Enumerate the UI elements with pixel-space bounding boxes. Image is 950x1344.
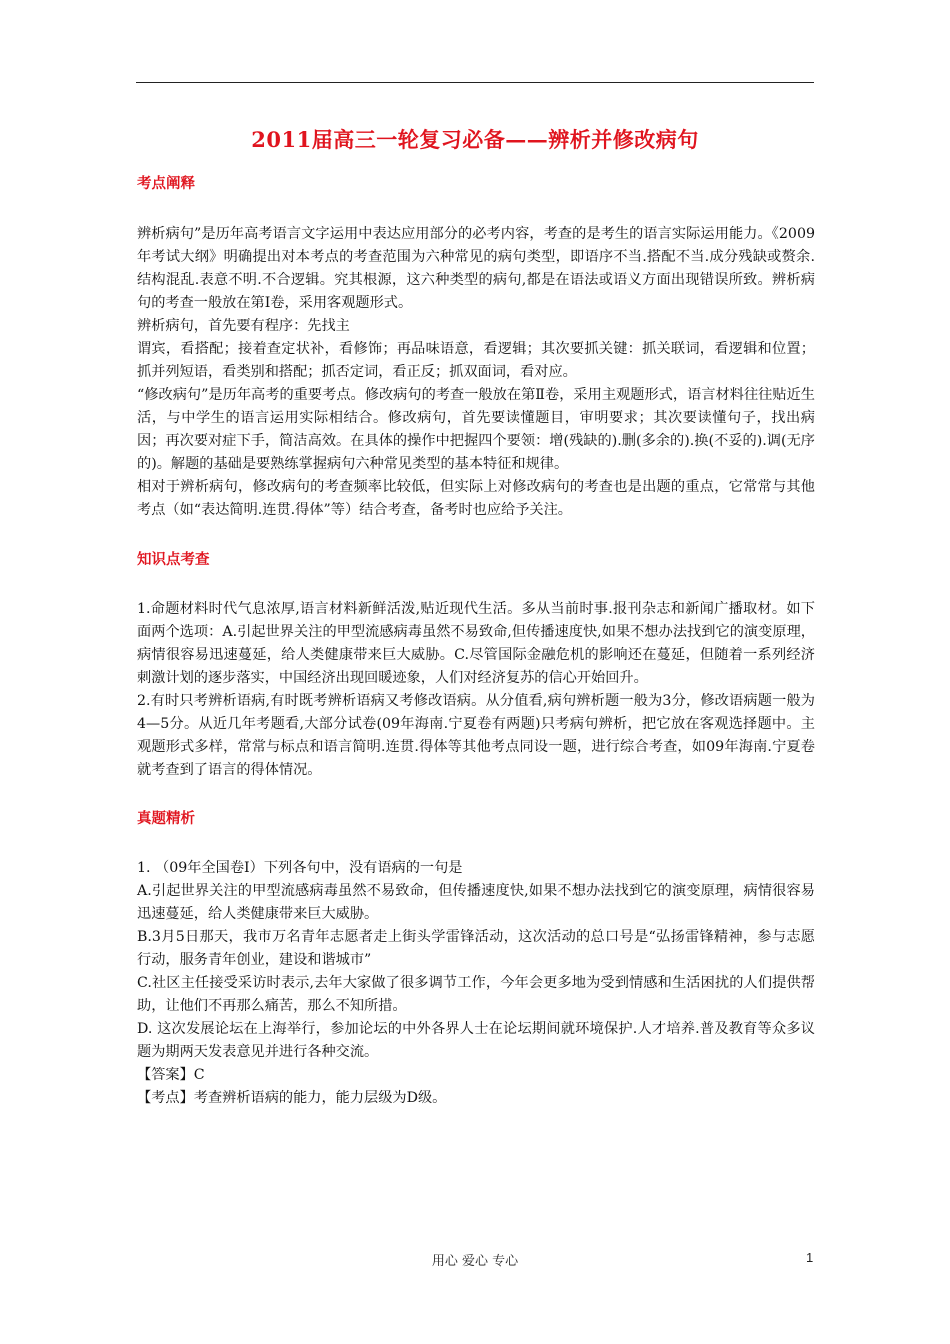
paragraph: 谓宾，看搭配；接着查定状补，看修饰；再品味语意，看逻辑；其次要抓关键：抓关联词，看逻辑和位置；抓并列短语，看类别和搭配；抓否定词，看正反；抓双面词，看对应。 — [137, 341, 815, 380]
section-heading: 考点阐释 — [137, 175, 195, 192]
option-a: A.引起世界关注的甲型流感病毒虽然不易致命，但传播速度快,如果不想办法找到它的演变原理，病情很容易迅速蔓延，给人类健康带来巨大威胁。 — [137, 883, 815, 922]
paragraph: 2.有时只考辨析语病,有时既考辨析语病又考修改语病。从分值看,病句辨析题一般为3分，修改语病题一般为4—5分。从近几年考题看,大部分试卷(09年海南.宁夏卷有两题)只考病句辨析，把它放在客观选择题中。主观题形式多样，常常与标点和语言简明.连贯.得体等其他考点同设一题，进行综合考查，如09年海南.宁夏卷就考查到了语言的得体情况。 — [137, 693, 815, 778]
option-c: C.社区主任接受采访时表示,去年大家做了很多调节工作，今年会更多地为受到情感和生活困扰的人们提供帮助，让他们不再那么痛苦，那么不知所措。 — [137, 975, 815, 1014]
section-heading: 知识点考查 — [137, 551, 210, 568]
document-title: 2011届高三一轮复习必备——辨析并修改病句 — [251, 127, 699, 152]
section-zhenti — [137, 807, 815, 1110]
answer: 【答案】C — [137, 1067, 205, 1083]
paragraph: 1.命题材料时代气息浓厚,语言材料新鲜活泼,贴近现代生活。多从当前时事.报刊杂志和新闻广播取材。如下面两个选项：A.引起世界关注的甲型流感病毒虽然不易致命,但传播速度快,如果不想办法找到它的演变原理，病情很容易迅速蔓延，给人类健康带来巨大威胁。C.尽管国际金融危机的影响还在蔓延，但随着一系列经济刺激计划的逐步落实，中国经济出现回暖迹象，人们对经济复苏的信心开始回升。 — [137, 601, 815, 686]
section-kaodian — [137, 172, 815, 522]
header-rule — [136, 82, 814, 83]
option-b: B.3月5日那天，我市万名青年志愿者走上街头学雷锋活动，这次活动的总口号是“弘扬雷锋精神，参与志愿行动，服务青年创业，建设和谐城市” — [137, 929, 815, 968]
paragraph: 辨析病句，首先要有程序：先找主 — [137, 318, 350, 334]
section-zhishidian — [137, 548, 815, 782]
paragraph: “修改病句”是历年高考的重要考点。修改病句的考查一般放在第Ⅱ卷，采用主观题形式，语言材料往往贴近生活，与中学生的语言运用实际相结合。修改病句，首先要读懂题目，审明要求；其次要读懂句子，找出病因；再次要对症下手，简洁高效。在具体的操作中把握四个要领：增(残缺的).删(多余的).换(不妥的).调(无序的)。解题的基础是要熟练掌握病句六种常见类型的基本特征和规律。 — [137, 387, 815, 472]
page-number: 1 — [806, 1250, 814, 1265]
paragraph: 辨析病句”是历年高考语言文字运用中表达应用部分的必考内容，考查的是考生的语言实际运用能力。《2009年考试大纲》明确提出对本考点的考查范围为六种常见的病句类型，即语序不当.搭配不当.成分残缺或赘余.结构混乱.表意不明.不合逻辑。究其根源，这六种类型的病句,都是在语法或语义方面出现错误所致。辨析病句的考查一般放在第Ⅰ卷，采用客观题形式。 — [137, 226, 815, 311]
question-stem: 1. （09年全国卷Ⅰ）下列各句中，没有语病的一句是 — [137, 860, 463, 876]
kaodian-note: 【考点】考查辨析语病的能力，能力层级为D级。 — [137, 1090, 447, 1106]
paragraph: 相对于辨析病句，修改病句的考查频率比较低，但实际上对修改病句的考查也是出题的重点，它常常与其他考点（如“表达简明.连贯.得体”等）结合考查，备考时也应给予关注。 — [137, 479, 815, 518]
option-d: D. 这次发展论坛在上海举行，参加论坛的中外各界人士在论坛期间就环境保护.人才培养.普及教育等众多议题为期两天发表意见并进行各种交流。 — [137, 1021, 815, 1060]
document-body — [137, 172, 815, 1110]
section-heading: 真题精析 — [137, 810, 195, 827]
page-footer: 用心 爱心 专心 — [431, 1254, 519, 1269]
